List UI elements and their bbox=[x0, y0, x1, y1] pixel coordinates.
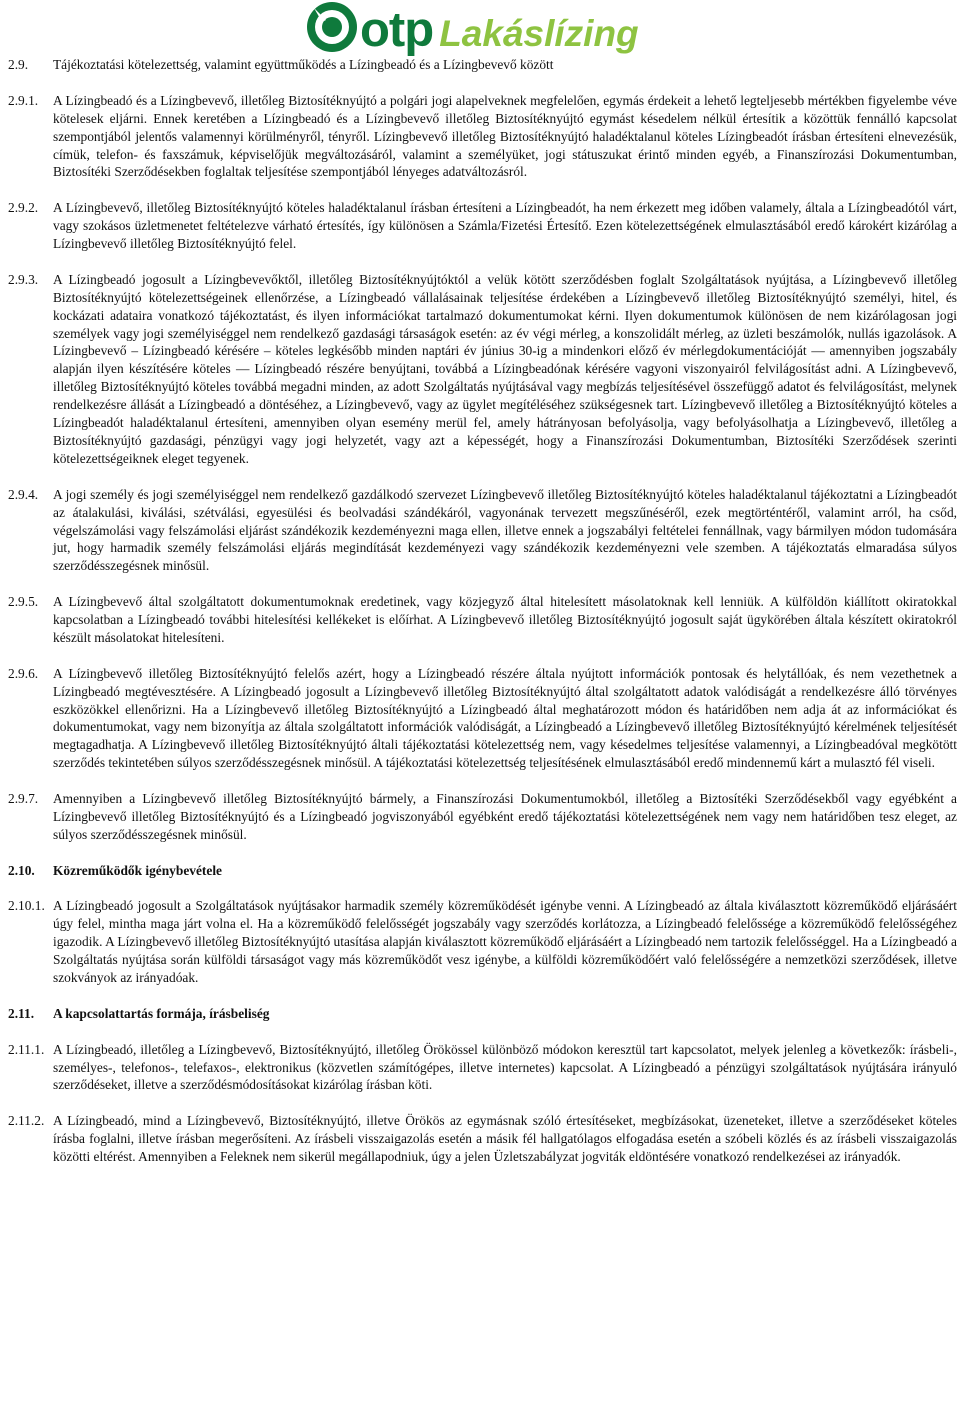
clause-number: 2.11. bbox=[8, 1005, 35, 1021]
clause-text: Amennyiben a Lízingbevevő illetőleg Biztosítéknyújtó bármely, a Finanszírozási Dokumentumokból, illetőleg a Biztosítéki Szerződésekből vagy egyébként a Lízingbevevő illetőleg Biztosítéknyújtó és a Lízingbeadó jogviszonyából egyébként eredő tájékoztatási kötelezettségének nem vagy nem határidőben tesz eleget, az súlyos szerződésszegésnek minősül. bbox=[53, 791, 957, 842]
clause-text: A Lízingbevevő által szolgáltatott dokumentumoknak eredetinek, vagy közjegyző által hitelesített másolatoknak kell lenniük. A külföldön kiállított okiratokkal kapcsolatban a Lízingbeadó további hitelesítési kellékeket is előírhat. A Lízingbevevő illetőleg Biztosítéknyújtó jogosult saját ügykörében általa készített okiratokról készült másolatokat hitelesíteni. bbox=[53, 594, 957, 645]
clause-text: A Lízingbeadó, illetőleg a Lízingbevevő, Biztosítéknyújtó, illetőleg Örökössel különböző módokon keresztül tart kapcsolatot, melyek jelenleg a következők: írásbeli-, személyes-, telefonos-, telefaxos-, elektronikus (közvetlen számítógépes, illetve internetes) kapcsolat. A Lízingbeadó a pénzügyi szolgáltatások nyújtására irányuló szerződéseket, illetve a szerződésmódosításokat kizárólag írásban köti. bbox=[53, 1041, 957, 1093]
logo-product: Lakáslízing bbox=[439, 13, 639, 54]
clause-number: 2.9.1. bbox=[8, 92, 39, 108]
clause-paragraph bbox=[8, 1041, 957, 1095]
clause-paragraph bbox=[8, 897, 957, 987]
section-gap bbox=[8, 74, 957, 92]
section-gap bbox=[8, 987, 957, 1005]
clause-text: A Lízingbevevő illetőleg Biztosítéknyújtó felelős azért, hogy a Lízingbeadó részére általa nyújtott információk pontosak és helytállóak, és nem vezethetnek a Lízingbeadó megtévesztésére. A Lízingbeadó jogosult a Lízingbevevő illetőleg Biztosítéknyújtó által szolgáltatott adatok valódiságát a rendelkezésre álló törvényes eszközökkel ellenőrizni. Ha a Lízingbevevő illetőleg Biztosítéknyújtó a Lízingbeadó által meghatározott módon és határidőben nem adja át az információkat és dokumentumokat, vagy nem bizonyítja az általa szolgáltatott információk valódiságát, a Lízingbeadó a Lízingbevevő illetőleg Biztosítéknyújtó kérelmének teljesítését megtagadhatja. A Lízingbevevő illetőleg Biztosítéknyújtó általi tájékoztatási kötelezettség nem, vagy késedelmes teljesítése valamennyi, a Lízingbeadóval megkötött szerződés tekintetében súlyos szerződésszegésnek minősül. A tájékoztatási kötelezettség teljesítésének elmulasztásából eredő mindennemű kárt a mulasztó fél viseli. bbox=[53, 665, 957, 771]
heading-text: A kapcsolattartás formája, írásbeliség bbox=[53, 1005, 270, 1021]
section-gap bbox=[8, 253, 957, 271]
document-body bbox=[8, 56, 957, 1166]
clause-text: A Lízingbeadó, mind a Lízingbevevő, Biztosítéknyújtó, illetve Örökös az egymásnak szóló értesítéseket, megbízásokat, üzeneteket, illetve a szerződéseket köteles írásba foglalni, illetve írásban megerősíteni. Az írásbeli visszaigazolás esetén a másik fél hallgatólagos elfogadása esetén a szóbeli közlés és az írásbeli visszaigazolás közötti eltérést. Amennyiben a Feleknek nem sikerül megállapodniuk, úgy a jelen Üzletszabályzat jogviták eldöntésére vonatkozó rendelkezései az irányadók. bbox=[53, 1113, 957, 1165]
clause-text: A jogi személy és jogi személyiséggel nem rendelkező gazdálkodó szervezet Lízingbevevő illetőleg Biztosítéknyújtó köteles haladéktalanul tájékoztatni a Lízingbeadót az átalakulási, kiválási, szétválási, egyesülési és beolvadási szándékáról, vagyonának tervezett megszűnéséről, ezek megtörténtéről, valamint arról, ha csőd, végelszámolási vagy felszámolási eljárást szándékozik kezdeményezni maga ellen, illetve ennek a jogszabályi feltételei fennállnak, vagy bármilyen módon tudomására jut, hogy harmadik személy felszámolási eljárás megindítását kezdeményezi vagy szándékozik kezdeményezni vele szemben. A tájékoztatás elmaradása súlyos szerződésszegésnek minősül. bbox=[53, 486, 957, 574]
section-gap bbox=[8, 575, 957, 593]
clause-number: 2.9.5. bbox=[8, 594, 39, 610]
clause-paragraph bbox=[8, 199, 957, 253]
clause-number: 2.9.2. bbox=[8, 200, 39, 216]
clause-paragraph bbox=[8, 593, 957, 647]
clause-number: 2.10.1. bbox=[8, 898, 45, 914]
section-gap bbox=[8, 844, 957, 862]
clause-number: 2.11.2. bbox=[8, 1113, 45, 1129]
clause-paragraph bbox=[8, 92, 957, 182]
section-gap bbox=[8, 647, 957, 665]
section-gap bbox=[8, 468, 957, 486]
clause-paragraph bbox=[8, 271, 957, 468]
section-gap bbox=[8, 772, 957, 790]
clause-paragraph bbox=[8, 790, 957, 844]
clause-text: A Lízingbeadó jogosult a Szolgáltatások nyújtásakor harmadik személy közreműködését igénybe venni. A Lízingbeadó az általa kiválasztott közreműködő eljárásáért úgy felel, mintha maga járt volna el. Ha a közreműködő felelősségét jogszabály vagy szerződés korlátozza, a Lízingbeadó felelőssége a közreműködő felelősségéhez igazodik. A Lízingbevevő illetőleg Biztosítéknyújtó utasítása alapján kiválasztott közreműködő eljárásáért a Lízingbeadó nem tartozik felelősséggel. Ha a Lízingbeadó a Szolgáltatás nyújtása során külföldi társaságot vagy más közreműködőt vesz igénybe, a külföldi közreműködőért való felelősségére a nemzetközi szerződések, illetve szokványok az irányadóak. bbox=[53, 898, 957, 986]
section-heading bbox=[8, 56, 957, 74]
section-gap bbox=[8, 1094, 957, 1112]
clause-paragraph bbox=[8, 665, 957, 772]
logo-brand: otp bbox=[360, 3, 434, 57]
section-gap bbox=[8, 880, 957, 898]
clause-number: 2.9.4. bbox=[8, 486, 39, 502]
section-gap bbox=[8, 1023, 957, 1041]
otp-emblem-icon bbox=[304, 0, 364, 58]
clause-number: 2.9. bbox=[8, 57, 29, 72]
clause-text: A Lízingbeadó és a Lízingbevevő, illetőleg Biztosítéknyújtó a polgári jogi alapelveknek megfelelően, egymás érdekeit a lehető legteljesebb mértékben figyelembe véve kötelesek eljárni. Ennek keretében a Lízingbeadó és a Lízingbevevő illetőleg Biztosítéknyújtó egymást késedelem nélkül értesítik a közöttük fennálló kapcsolat szempontjából jelentős valamennyi körülményről, tényről. Lízingbevevő illetőleg Biztosítéknyújtó haladéktalanul köteles Lízingbeadót írásban értesíteni elnevezésük, címük, telefon- és faxszámuk, képviselőjük megváltozásáról, valamint a személyüket, jogi státuszukat érintő minden egyéb, a Finanszírozási Dokumentumban, Biztosítéki Szerződésekben foglaltak teljesítése szempontjából lényeges adatváltozásról. bbox=[53, 92, 957, 180]
clause-paragraph bbox=[8, 486, 957, 576]
section-gap bbox=[8, 181, 957, 199]
clause-text: A Lízingbevevő, illetőleg Biztosítéknyújtó köteles haladéktalanul írásban értesíteni a Lízingbeadót, ha nem érkezett meg időben valamely, általa a Lízingbeadótól várt, vagy szokásos üzletmenetet feltételezve várható értesítés, így különösen a Számla/Fizetési Értesítő. Ezen kötelezettségének elmulasztásából eredő károkért kizárólag a Lízingbevevő illetőleg Biztosítéknyújtó felel. bbox=[53, 200, 957, 252]
heading-text: Tájékoztatási kötelezettség, valamint együttműködés a Lízingbeadó és a Lízingbevevő között bbox=[53, 57, 554, 72]
section-heading bbox=[8, 862, 957, 880]
logo-wordmark bbox=[360, 2, 639, 58]
clause-text: A Lízingbeadó jogosult a Lízingbevevőktől, illetőleg Biztosítéknyújtóktól a velük kötött szerződésben foglalt Szolgáltatások nyújtása, a Lízingbevevő illetőleg Biztosítéknyújtó kötelezettségeinek ellenőrzése, a Lízingbeadó vállalásainak teljesítése érdekében a Lízingbevevő illetőleg Biztosítéknyújtó személyi, hitel, és kockázati adataira vonatkozó tájékoztatást, és ilyen információkat tartalmazó dokumentumokat kérni. Ilyen dokumentumok különösen de nem kizárólagosan jogi személyek vagy jogi személyiséggel nem rendelkező gazdasági társaságok esetén: az év végi mérleg, a konszolidált mérleg, az üzleti beszámolók, nullás igazolások. A Lízingbevevő – Lízingbeadó kérésére – köteles legkésőbb minden naptári év június 30-ig a mindenkori előző év mérlegdokumentációját — amennyiben jogszabály alapján ilyen készítésére köteles — Lízingbeadó részére benyújtani, továbbá a Lízingbeadónak kérésére vagyoni viszonyairól felvilágosítást adni. A Lízingbevevő, illetőleg Biztosítéknyújtó köteles továbbá megadni minden, az adott Szolgáltatás nyújtásával vagy megbízás teljesítésével összefüggő adatot és felvilágosítást, melynek rendelkezésre állását a Lízingbeadó a döntéséhez, a Lízingbevevő, vagy az ügylet megítéléséhez szükségesnek tart. Lízingbevevő illetőleg a Biztosítéknyújtó köteles a Lízingbeadót haladéktalanul értesíteni, amennyiben olyan esemény merül fel, amely hátrányosan befolyásolja, vagy befolyásolhatja a Lízingbevevő, illetőleg a Biztosítéknyújtó gazdasági, pénzügyi vagy jogi helyzetét, vagy azt a képességét, hogy a Finanszírozási Dokumentumban, Biztosítéki Szerződések szerinti kötelezettségeiknek eleget tegyenek. bbox=[53, 271, 957, 466]
clause-number: 2.10. bbox=[8, 862, 35, 878]
clause-number: 2.11.1. bbox=[8, 1041, 45, 1057]
clause-number: 2.9.3. bbox=[8, 271, 39, 287]
clause-number: 2.9.7. bbox=[8, 791, 39, 807]
clause-number: 2.9.6. bbox=[8, 665, 39, 681]
section-heading bbox=[8, 1005, 957, 1023]
heading-text: Közreműködők igénybevétele bbox=[53, 862, 222, 878]
clause-paragraph bbox=[8, 1112, 957, 1166]
otp-lakaslizing-logo bbox=[304, 0, 664, 58]
